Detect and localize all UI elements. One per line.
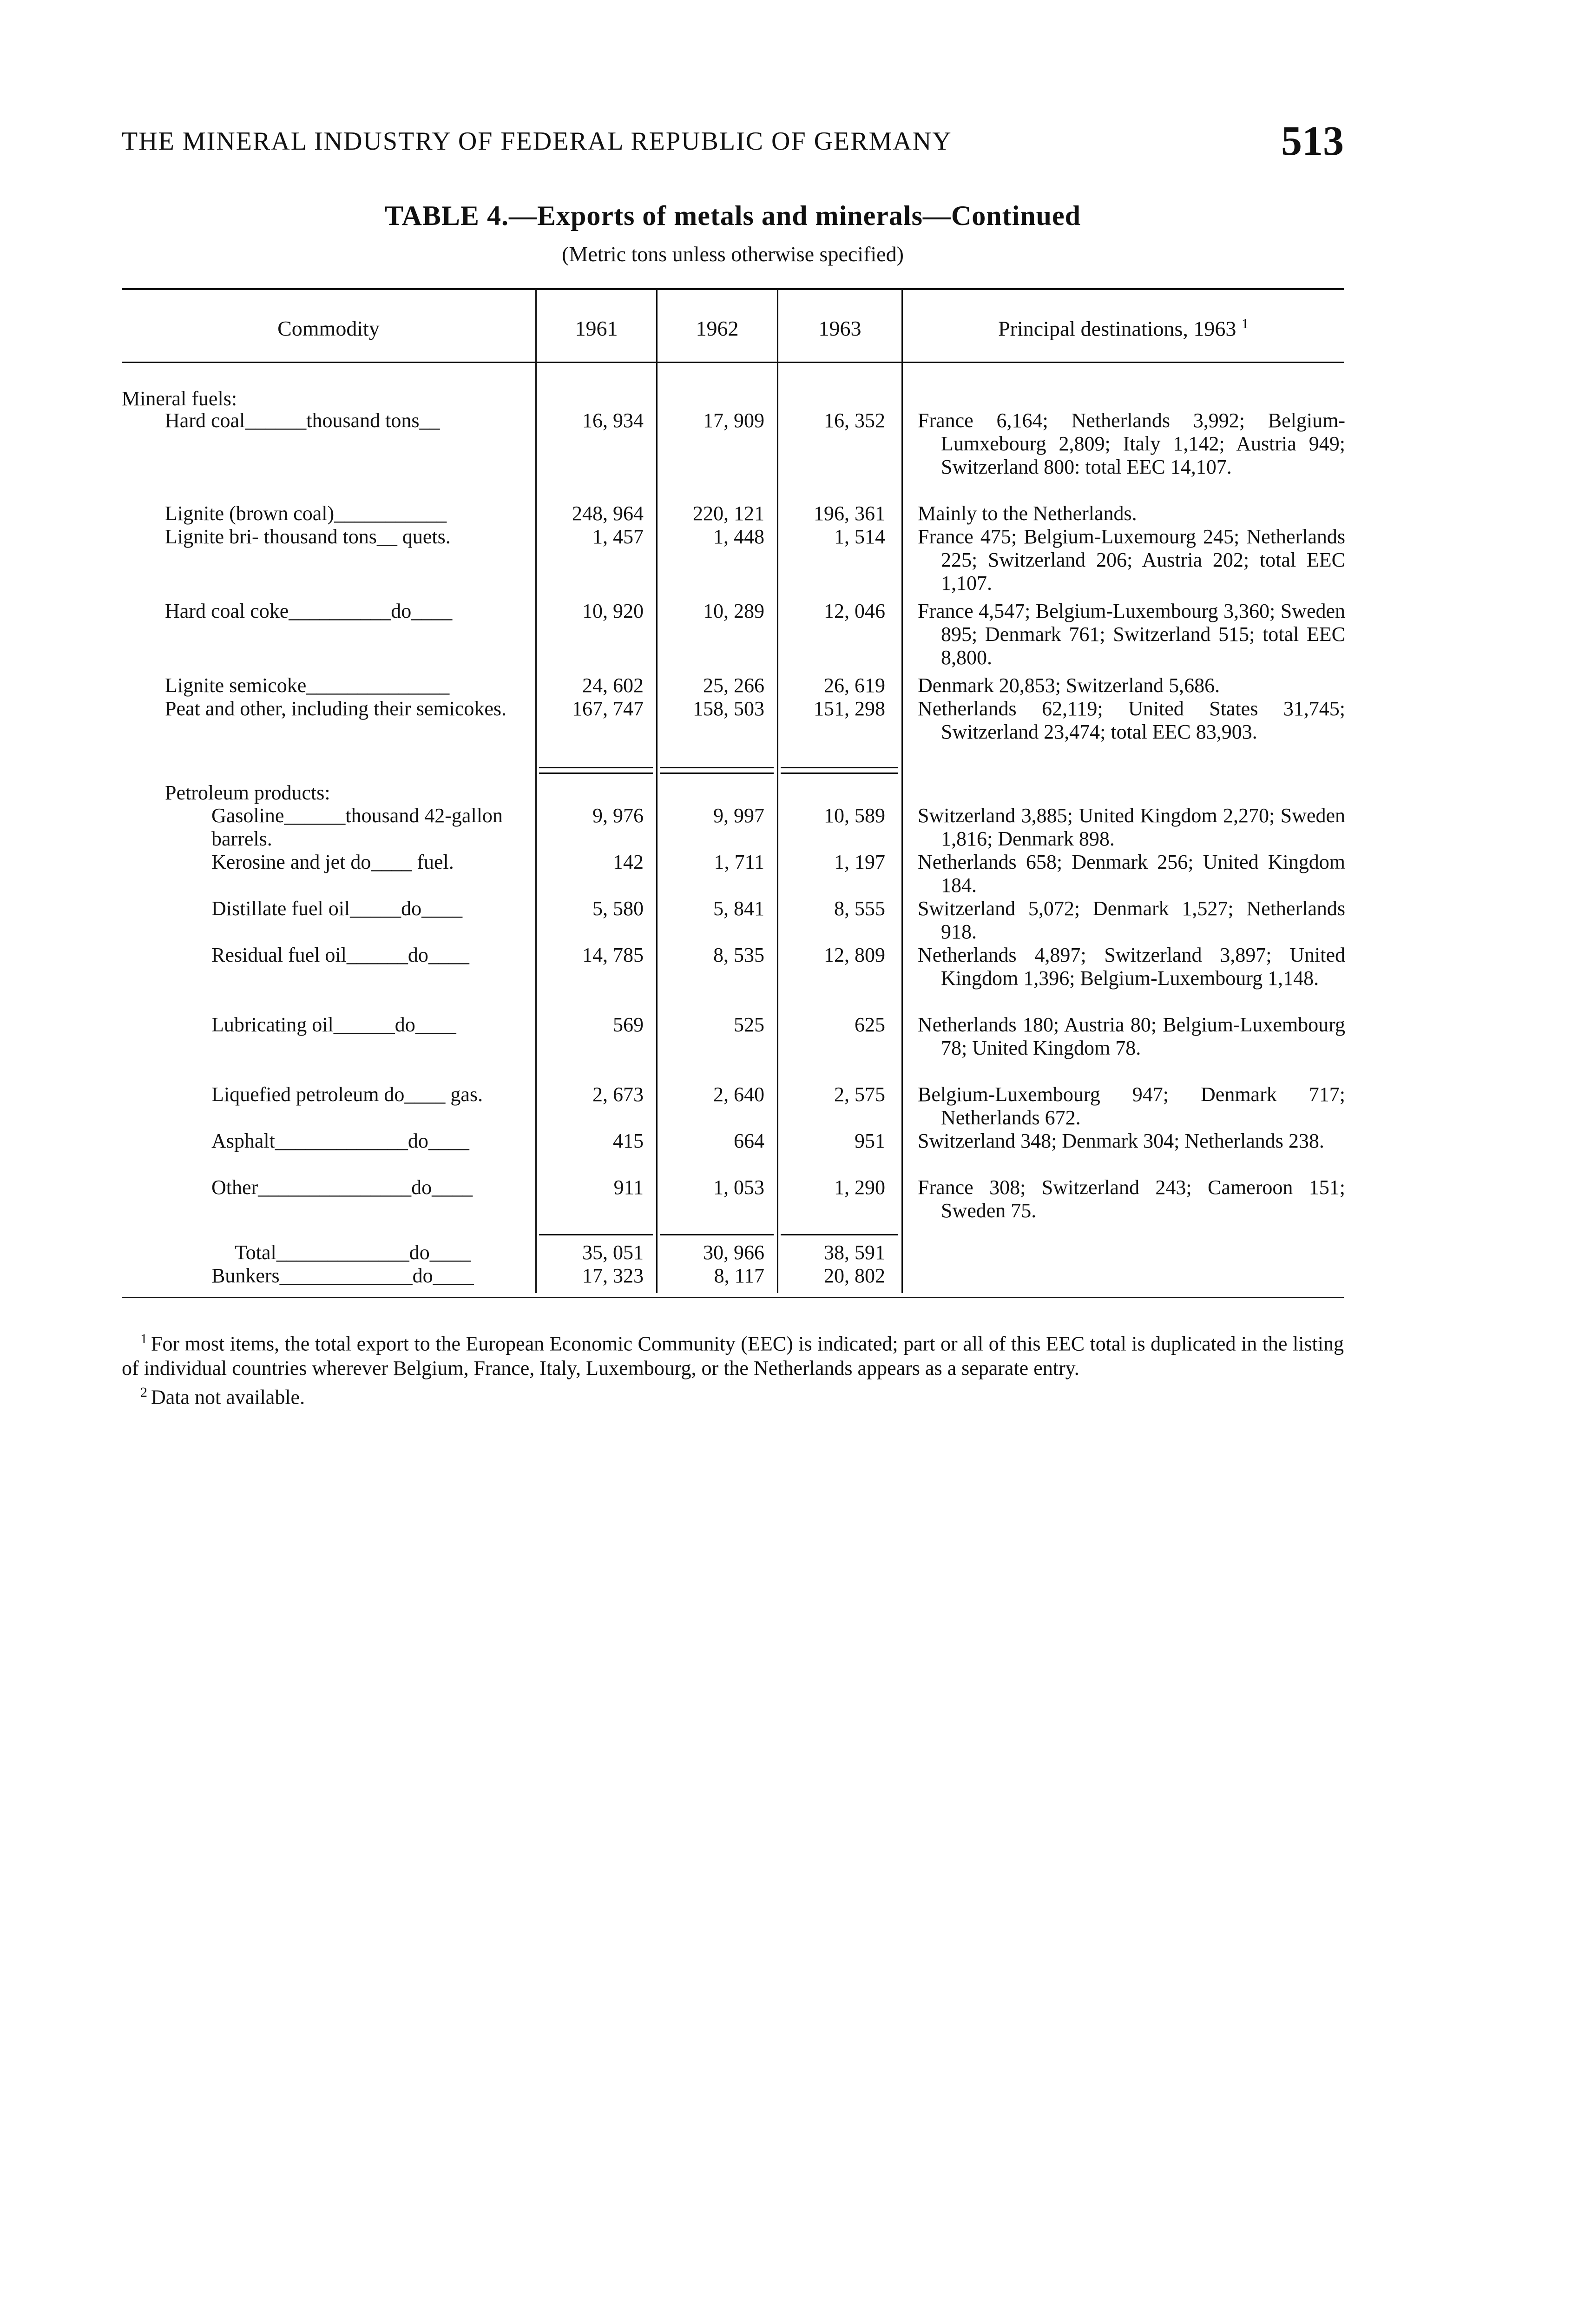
- total-rule: [660, 1234, 774, 1235]
- value-1963: 12, 809: [824, 944, 885, 966]
- section-label-petroleum-products: Petroleum products:: [165, 781, 330, 804]
- value-1961: 911: [613, 1176, 644, 1199]
- destinations-text: Switzerland 348; Denmark 304; Netherlands 238.: [918, 1129, 1324, 1152]
- double-rule: [781, 772, 898, 774]
- value-1962: 158, 503: [693, 697, 764, 720]
- footnote-text: Data not available.: [151, 1386, 305, 1409]
- value-1963: 16, 352: [824, 409, 885, 432]
- destinations-text: France 6,164; Netherlands 3,992; Belgium-Lumxebourg 2,809; Italy 1,142; Austria 949; Switzerland 800: total EEC 14,107.: [918, 409, 1345, 478]
- value-1961: 569: [613, 1013, 644, 1036]
- value-1963: 10, 589: [824, 804, 885, 827]
- value-1963: 1, 290: [834, 1176, 885, 1199]
- commodity-cell: Liquefied petroleum do____ gas.: [211, 1083, 483, 1106]
- value-1961: 415: [613, 1129, 644, 1152]
- table-title: TABLE 4.—Exports of metals and minerals—Continued: [384, 200, 1081, 231]
- destinations-cell: [918, 1013, 1345, 1060]
- value-1961: 2, 673: [592, 1083, 644, 1106]
- column-header-destinations: [903, 316, 1344, 341]
- footnote: [122, 1327, 1344, 1380]
- page-number: 513: [1281, 118, 1344, 164]
- commodity-cell: Gasoline______thousand 42-gallon barrels.: [211, 804, 503, 850]
- value-1961: 24, 602: [582, 674, 644, 697]
- footnote: [122, 1380, 1344, 1410]
- value-1963: 1, 514: [834, 525, 885, 548]
- value-1963: 2, 575: [834, 1083, 885, 1106]
- running-head: [122, 117, 1344, 168]
- column-divider: [901, 289, 903, 1293]
- footnote-mark: 2: [140, 1384, 147, 1400]
- footnote-mark: 1: [140, 1331, 147, 1347]
- destinations-text: Netherlands 4,897; Switzerland 3,897; United Kingdom 1,396; Belgium-Luxembourg 1,148.: [918, 944, 1345, 990]
- commodity-cell: Other_______________do____: [211, 1176, 473, 1199]
- destinations-cell: [918, 897, 1345, 944]
- destinations-text: Denmark 20,853; Switzerland 5,686.: [918, 674, 1220, 697]
- footnote-reference: 1: [1241, 316, 1249, 331]
- table-top-rule: [122, 288, 1344, 290]
- double-rule: [660, 772, 774, 774]
- header-bottom-rule: [122, 362, 1344, 363]
- destinations-text: Switzerland 3,885; United Kingdom 2,270; Sweden 1,816; Denmark 898.: [918, 804, 1345, 850]
- value-1963: 951: [855, 1129, 885, 1152]
- destinations-text: France 4,547; Belgium-Luxembourg 3,360; Sweden 895; Denmark 761; Switzerland 515; total EEC 8,800.: [918, 600, 1345, 669]
- running-title: THE MINERAL INDUSTRY OF FEDERAL REPUBLIC OF GERMANY: [122, 127, 952, 156]
- value-1962: 25, 266: [703, 674, 764, 697]
- column-header-1963: 1963: [818, 317, 862, 340]
- footnote-text: For most items, the total export to the European Economic Community (EEC) is indicated; part or all of this EEC total is duplicated in the listing of individual countries wherever Belgium, France, Italy, Luxembourg, or the Netherlands appears as a separate entry.: [122, 1332, 1344, 1380]
- commodity-cell: Asphalt_____________do____: [211, 1129, 469, 1152]
- value-1963: 8, 555: [834, 897, 885, 920]
- value-1962: 8, 117: [714, 1264, 764, 1287]
- destinations-cell: [918, 409, 1345, 479]
- destinations-text: Mainly to the Netherlands.: [918, 502, 1137, 525]
- table-subtitle: (Metric tons unless otherwise specified): [562, 242, 904, 266]
- destinations-cell: [918, 851, 1345, 897]
- commodity-cell: Bunkers_____________do____: [211, 1264, 474, 1287]
- value-1962: 1, 053: [713, 1176, 764, 1199]
- value-1962: 664: [734, 1129, 764, 1152]
- value-1961: 14, 785: [582, 944, 644, 966]
- value-1963: 12, 046: [824, 600, 885, 622]
- total-rule: [781, 1234, 898, 1235]
- double-rule: [539, 767, 653, 768]
- destinations-cell: [918, 600, 1345, 669]
- destinations-text: Netherlands 62,119; United States 31,745; Switzerland 23,474; total EEC 83,903.: [918, 697, 1345, 743]
- value-1961: 5, 580: [592, 897, 644, 920]
- value-1963: 196, 361: [814, 502, 885, 525]
- value-1962: 8, 535: [713, 944, 764, 966]
- destinations-cell: [918, 1129, 1345, 1153]
- destinations-text: France 475; Belgium-Luxemourg 245; Netherlands 225; Switzerland 206; Austria 202; total EEC 1,107.: [918, 525, 1345, 594]
- column-divider: [777, 289, 778, 1293]
- destinations-label: Principal destinations, 1963: [998, 317, 1236, 341]
- value-1963: 151, 298: [814, 697, 885, 720]
- commodity-cell: Kerosine and jet do____ fuel.: [211, 851, 454, 873]
- destinations-text: Belgium-Luxembourg 947; Denmark 717; Netherlands 672.: [918, 1083, 1345, 1129]
- value-1961: 248, 964: [572, 502, 644, 525]
- value-1962: 30, 966: [703, 1241, 764, 1264]
- destinations-cell: [918, 502, 1345, 525]
- value-1963: 625: [855, 1013, 885, 1036]
- double-rule: [660, 767, 774, 768]
- commodity-cell: Lignite (brown coal)___________: [165, 502, 447, 525]
- value-1961: 10, 920: [582, 600, 644, 622]
- total-label: Total_____________do____: [235, 1241, 471, 1264]
- footnotes: [122, 1327, 1344, 1409]
- value-1962: 525: [734, 1013, 764, 1036]
- column-divider: [656, 289, 658, 1293]
- destinations-cell: [918, 697, 1345, 744]
- double-rule: [539, 772, 653, 774]
- commodity-cell: Residual fuel oil______do____: [211, 944, 469, 966]
- column-header-1961: 1961: [575, 317, 618, 340]
- destinations-text: France 308; Switzerland 243; Cameroon 151; Sweden 75.: [918, 1176, 1345, 1222]
- commodity-cell: Lignite semicoke______________: [165, 674, 450, 697]
- destinations-cell: [918, 525, 1345, 595]
- commodity-cell: Lignite bri- thousand tons__ quets.: [165, 525, 451, 548]
- value-1961: 35, 051: [582, 1241, 644, 1264]
- commodity-cell: Distillate fuel oil_____do____: [211, 897, 463, 920]
- value-1962: 1, 448: [713, 525, 764, 548]
- column-divider: [535, 289, 537, 1293]
- value-1963: 20, 802: [824, 1264, 885, 1287]
- destinations-cell: [918, 804, 1345, 851]
- destinations-cell: [918, 944, 1345, 990]
- value-1962: 9, 997: [713, 804, 764, 827]
- destinations-cell: [918, 674, 1345, 697]
- commodity-cell: Peat and other, including their semicokes.: [165, 697, 507, 720]
- value-1962: 5, 841: [713, 897, 764, 920]
- commodity-cell: Hard coal coke__________do____: [165, 600, 453, 622]
- value-1962: 10, 289: [703, 600, 764, 622]
- value-1961: 1, 457: [592, 525, 644, 548]
- destinations-text: Netherlands 180; Austria 80; Belgium-Luxembourg 78; United Kingdom 78.: [918, 1013, 1345, 1059]
- destinations-text: Netherlands 658; Denmark 256; United Kingdom 184.: [918, 851, 1345, 897]
- column-header-commodity: Commodity: [277, 317, 380, 340]
- commodity-cell: [211, 1241, 532, 1264]
- value-1963: 26, 619: [824, 674, 885, 697]
- destinations-cell: [918, 1176, 1345, 1222]
- value-1963: 1, 197: [834, 851, 885, 873]
- value-1961: 167, 747: [572, 697, 644, 720]
- value-1963: 38, 591: [824, 1241, 885, 1264]
- table-bottom-rule: [122, 1297, 1344, 1298]
- commodity-cell: Lubricating oil______do____: [211, 1013, 456, 1036]
- value-1961: 16, 934: [582, 409, 644, 432]
- total-rule: [539, 1234, 653, 1235]
- value-1961: 17, 323: [582, 1264, 644, 1287]
- section-label-mineral-fuels: Mineral fuels:: [122, 387, 237, 410]
- value-1962: 220, 121: [693, 502, 764, 525]
- value-1961: 9, 976: [592, 804, 644, 827]
- column-header-1962: 1962: [696, 317, 739, 340]
- value-1962: 1, 711: [714, 851, 764, 873]
- double-rule: [781, 767, 898, 768]
- value-1962: 17, 909: [703, 409, 764, 432]
- commodity-cell: Hard coal______thousand tons__: [165, 409, 440, 432]
- destinations-cell: [918, 1083, 1345, 1129]
- destinations-text: Switzerland 5,072; Denmark 1,527; Netherlands 918.: [918, 897, 1345, 943]
- value-1961: 142: [613, 851, 644, 873]
- value-1962: 2, 640: [713, 1083, 764, 1106]
